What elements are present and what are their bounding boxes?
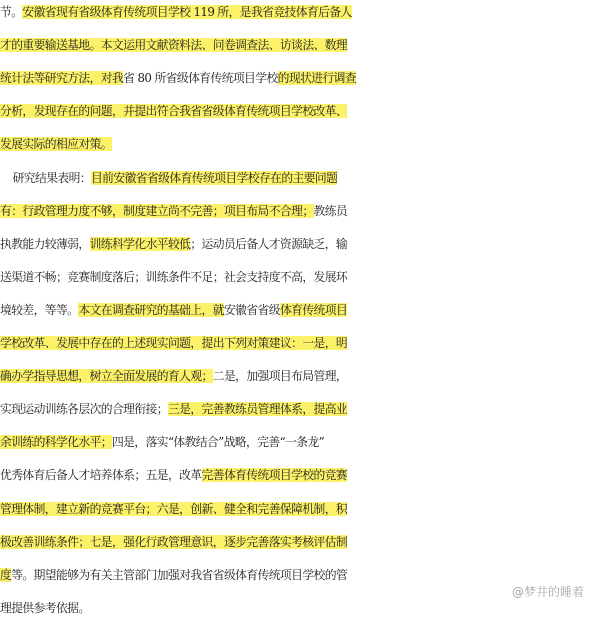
text-span: 执教能力较薄弱， bbox=[0, 237, 90, 251]
text-line bbox=[0, 27, 590, 63]
text-span: 二是，加强项目布局管理， bbox=[213, 369, 347, 383]
highlighted-text: 余训练的科学化水平； bbox=[0, 435, 112, 449]
text-span: 境较差，等等。 bbox=[0, 303, 78, 317]
watermark: @梦井的睡着 bbox=[512, 583, 584, 600]
text-line bbox=[0, 424, 590, 460]
text-line bbox=[0, 93, 590, 129]
text-line bbox=[0, 391, 590, 427]
text-line bbox=[0, 193, 590, 229]
highlighted-text: 才的重要输送基地。本文运用文献资料法、问卷调查法、访谈法、数理 bbox=[0, 38, 347, 52]
highlighted-text: 发展实际的相应对策。 bbox=[0, 137, 112, 151]
highlighted-text: 三是，完善教练员管理体系，提高业 bbox=[168, 402, 347, 416]
text-span: 研究结果表明： bbox=[0, 171, 91, 185]
text-line bbox=[0, 226, 590, 262]
text-span: 理提供参考依据。 bbox=[0, 601, 90, 615]
text-line bbox=[0, 259, 590, 295]
highlighted-text: 训练科学化水平较低 bbox=[90, 237, 191, 251]
text-span: 等。期望能够为有关主管部门加强对我省省级体育传统项目学校的管 bbox=[11, 568, 347, 582]
highlighted-text: 管理体制，建立新的竞赛平台；六是，创新、健全和完善保障机制，积 bbox=[0, 502, 347, 516]
highlighted-text: 有：行政管理力度不够，制度建立尚不完善；项目布局不合理； bbox=[0, 204, 314, 218]
text-line bbox=[0, 325, 590, 361]
text-span: 实现运动训练各层次的合理衔接； bbox=[0, 402, 168, 416]
highlighted-text: 体育传统项目 bbox=[280, 303, 347, 317]
text-span: 教练员 bbox=[314, 204, 348, 218]
text-span: 安徽省省级 bbox=[224, 303, 280, 317]
highlighted-text: 分析，发现存在的问题，并提出符合我省省级体育传统项目学校改革、 bbox=[0, 104, 347, 118]
highlighted-text: 极改善训练条件；七是，强化行政管理意识，逐步完善落实考核评估制 bbox=[0, 535, 347, 549]
highlighted-text: 安徽省现有省级体育传统项目学校 119 所，是我省竞技体育后备人 bbox=[22, 5, 351, 19]
text-line bbox=[0, 160, 590, 196]
text-span: 节。 bbox=[0, 5, 22, 19]
highlighted-text: 本文在调查研究的基础上，就 bbox=[78, 303, 224, 317]
text-line bbox=[0, 524, 590, 560]
text-line bbox=[0, 491, 590, 527]
text-span: 优秀体育后备人才培养体系；五是，改革 bbox=[0, 468, 202, 482]
highlighted-text: 体育传统项目学校存在的主要问题 bbox=[169, 171, 337, 185]
text-span: 送渠道不畅；竞赛制度落后；训练条件不足；社会支持度不高，发展环 bbox=[0, 270, 347, 284]
highlighted-text: 的现状进行调查 bbox=[278, 71, 356, 85]
highlighted-text: 确办学指导思想，树立全面发展的育人观； bbox=[0, 369, 213, 383]
text-span: 省 80 所省级体育传统项目学校 bbox=[123, 71, 277, 85]
highlighted-text: 度 bbox=[0, 568, 11, 582]
text-line bbox=[0, 557, 590, 593]
highlighted-text: 目前安徽省省级 bbox=[91, 171, 169, 185]
text-line bbox=[0, 457, 590, 493]
text-span: ；运动员后备人才资源缺乏，输 bbox=[190, 237, 347, 251]
highlighted-text: 完善体育传统项目学校的竞赛 bbox=[202, 468, 348, 482]
text-line bbox=[0, 358, 590, 394]
text-line bbox=[0, 590, 590, 626]
text-line bbox=[0, 126, 590, 162]
text-line bbox=[0, 60, 590, 96]
highlighted-text: 学校改革、发展中存在的上述现实问题，提出下列对策建议：一是，明 bbox=[0, 336, 347, 350]
text-line bbox=[0, 292, 590, 328]
text-span: 四是，落实“体教结合”战略，完善“一条龙” bbox=[112, 435, 324, 449]
text-line bbox=[0, 0, 590, 30]
highlighted-text: 统计法等研究方法，对我 bbox=[0, 71, 123, 85]
